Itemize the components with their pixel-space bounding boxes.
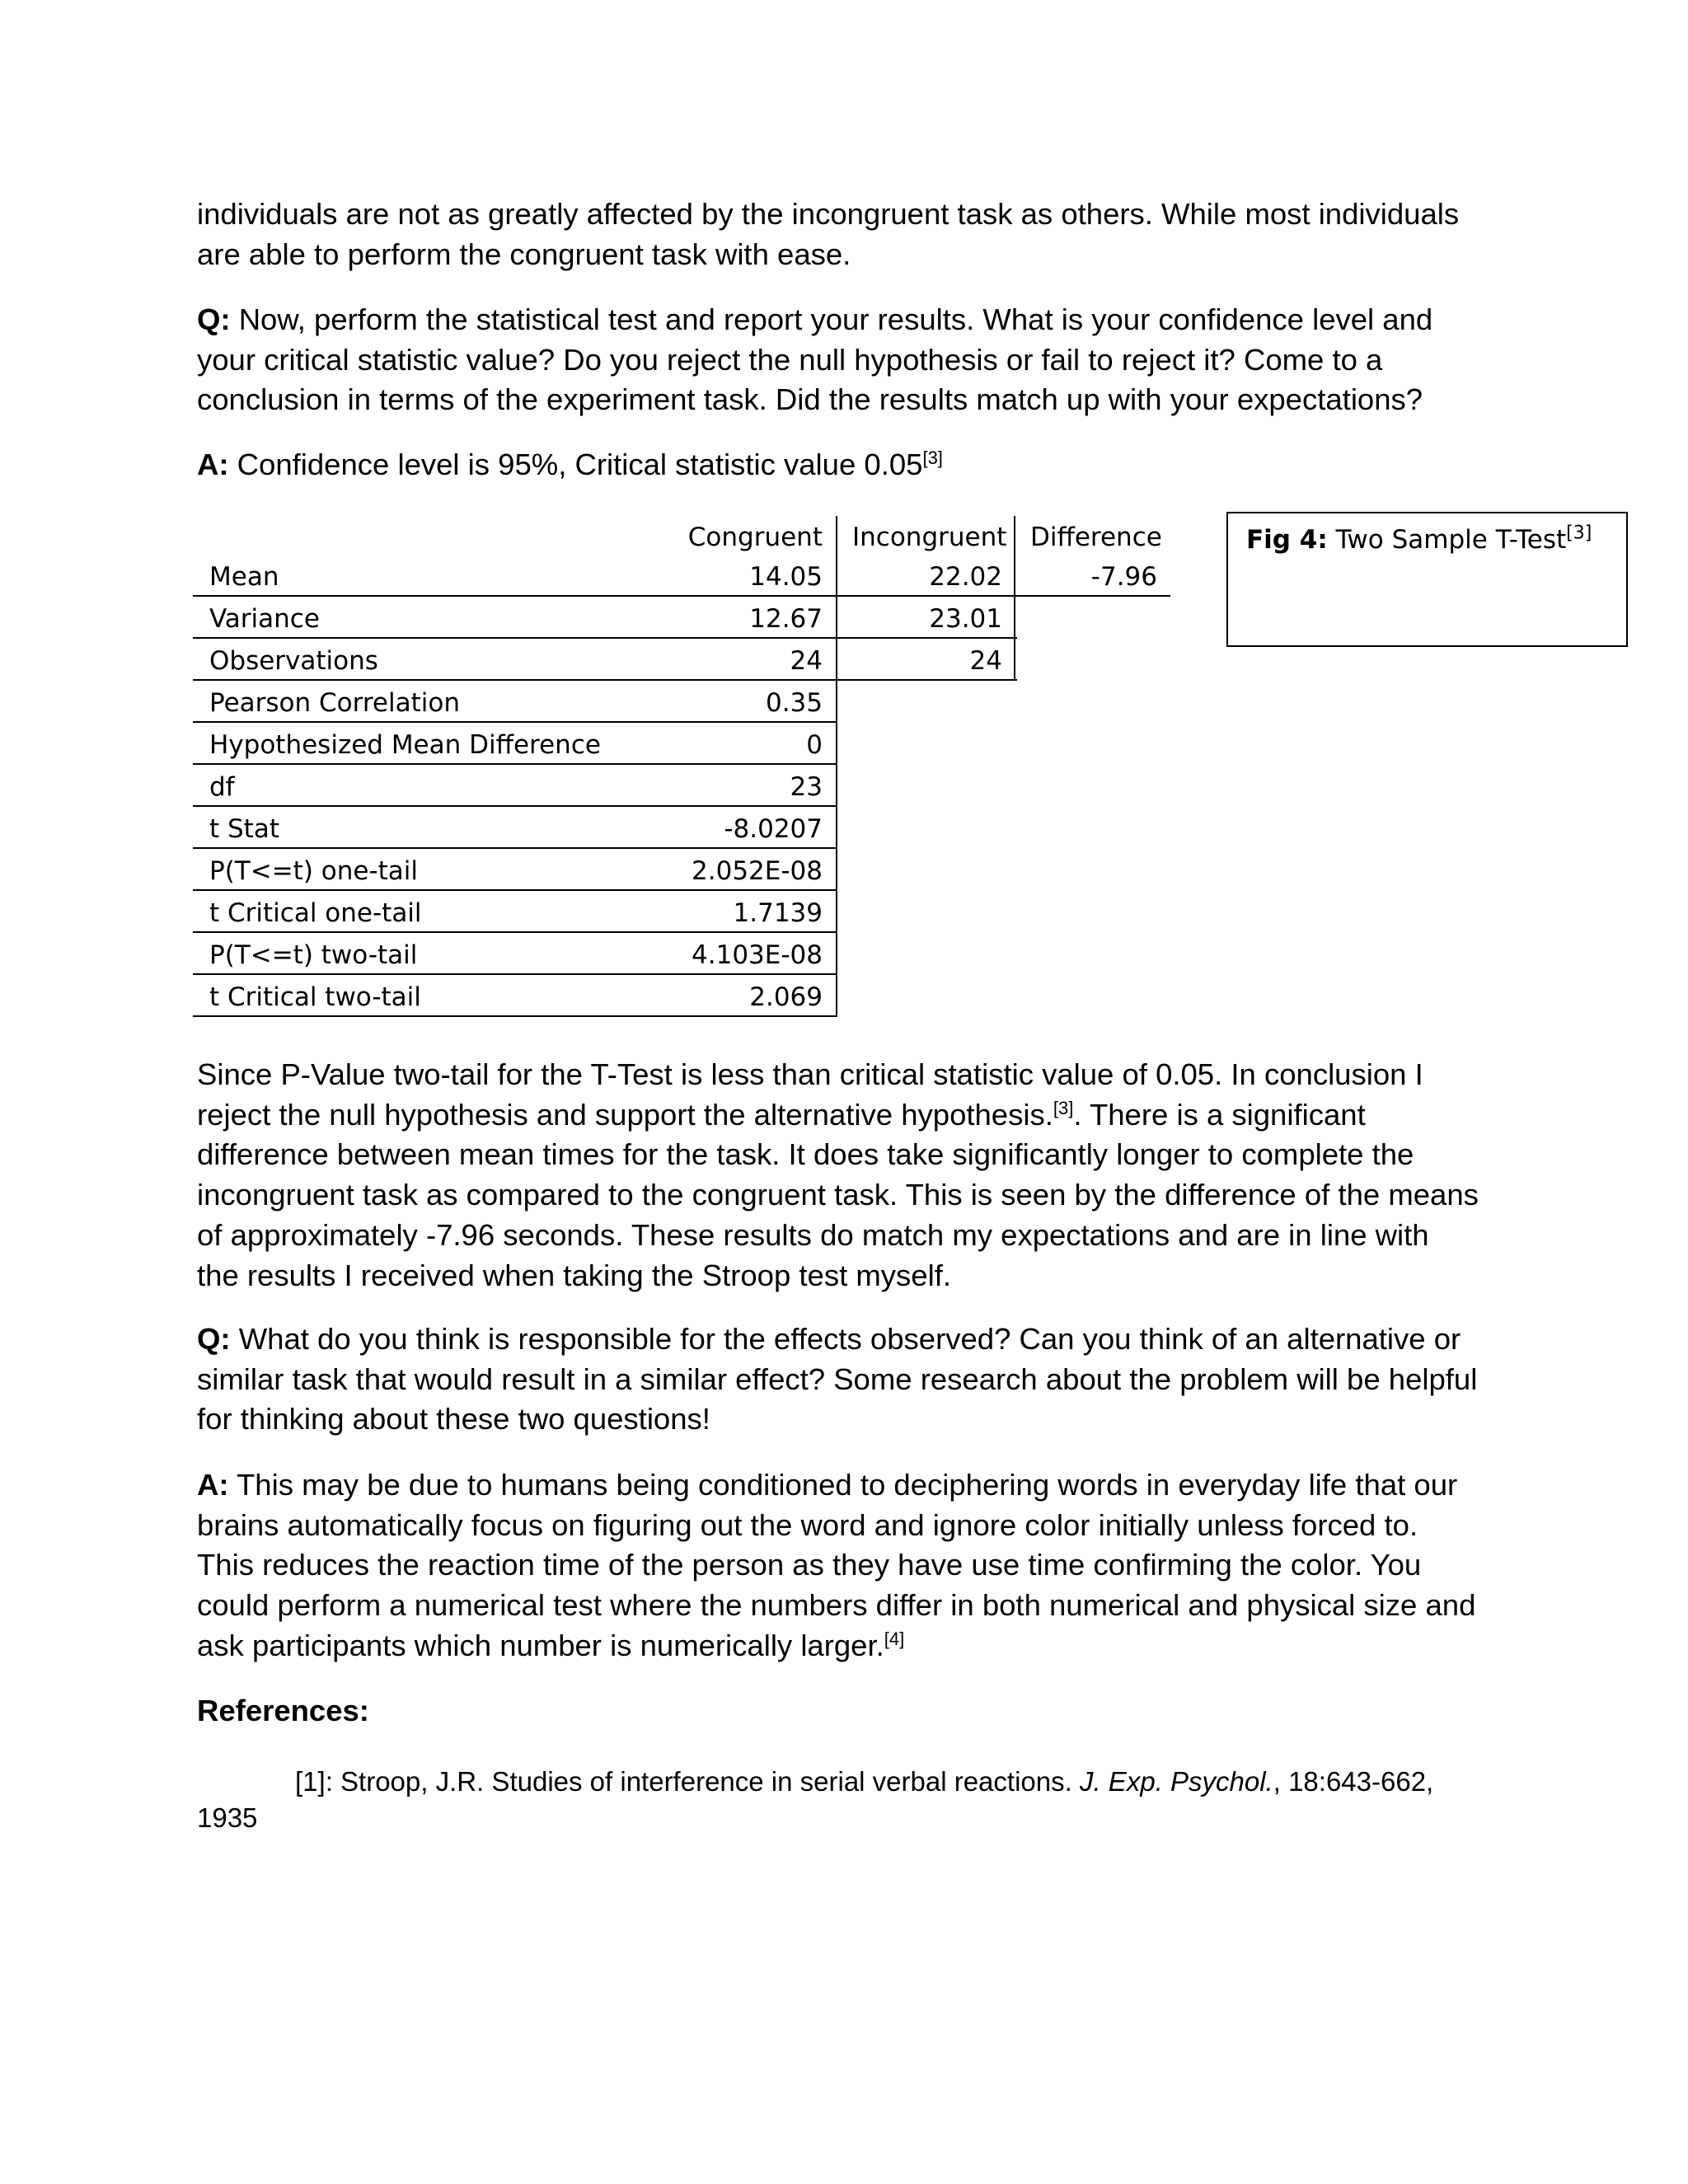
cell-congruent: 12.67 [749,604,823,634]
question-1 [197,300,1470,420]
reference-1-text: [1]: Stroop, J.R. Studies of interference in serial verbal reactions. [295,1766,1080,1797]
cell-incongruent: 23.01 [929,604,1002,634]
cell-incongruent: 22.02 [929,562,1002,592]
question-1-text: Now, perform the statistical test and report your results. What is your confidence level and your critical statistic value? Do you reject the null hypothesis or fail to reject it? Come to a conclusion in terms of the experiment task. Did the results match up with your expectations? [197,302,1433,417]
references-heading [197,1691,1516,1732]
table-rule [193,1015,837,1017]
reference-1-journal: J. Exp. Psychol. [1079,1766,1273,1797]
cell-congruent: 0 [806,730,823,760]
reference-1-year: 1935 [197,1802,258,1833]
figure-caption-text: Two Sample T-Test [1327,525,1567,555]
table-rule [193,679,1017,681]
row-label: Mean [209,562,279,592]
figure-caption [1246,523,1592,556]
question-1-prefix: Q: [197,302,231,336]
cell-congruent: 2.052E-08 [692,856,823,886]
row-label: P(T<=t) two-tail [209,940,418,970]
cell-congruent: 4.103E-08 [692,940,823,970]
row-label: Pearson Correlation [209,688,460,718]
cell-congruent: 0.35 [765,688,823,718]
conclusion-paragraph [197,1055,1479,1296]
question-2-text: What do you think is responsible for the effects observed? Can you think of an alternative or similar task that would result in a similar effect? Some research about the problem will be helpful for thinking about these two questions! [197,1322,1478,1436]
answer-2-citation: [4] [884,1628,905,1649]
figure-caption-box [1226,512,1628,647]
row-label: t Critical one-tail [209,898,422,928]
reference-1-line [295,1764,1433,1800]
answer-2-text: This may be due to humans being conditioned to deciphering words in everyday life that our brains automatically focus on figuring out the word and ignore color initially unless forced to. This reduces the reaction time of the person as they have use time confirming the color. You could perform a numerical test where the numbers differ in both numerical and physical size and ask participants which number is numerically larger. [197,1468,1476,1662]
intro-line-1: individuals are not as greatly affected by the incongruent task as others. While most individuals [197,197,1460,231]
figure-label: Fig 4: [1246,525,1328,555]
row-label: Observations [209,646,378,676]
answer-1-text: Confidence level is 95%, Critical statistic value 0.05 [228,448,923,481]
cell-congruent: 14.05 [749,562,823,592]
answer-2 [197,1465,1479,1666]
conclusion-text-1: Since P-Value two-tail for the T-Test is less than critical statistic value of 0.05. In conclusion I reject the null hypothesis and support the alternative hypothesis. [197,1057,1423,1132]
table-rule [193,763,837,765]
figure-citation: [3] [1566,523,1592,544]
cell-congruent: -8.0207 [724,814,823,844]
table-rule [193,889,837,891]
row-label: t Stat [209,814,279,844]
row-label: Variance [209,604,320,634]
table-rule [193,931,837,933]
intro-line-2: are able to perform the congruent task with ease. [197,237,851,271]
row-label: Hypothesized Mean Difference [209,730,601,760]
header-congruent: Congruent [687,523,823,552]
answer-1-prefix: A: [197,448,229,481]
row-label: df [209,772,235,802]
cell-congruent: 1.7139 [733,898,823,928]
answer-1-citation: [3] [922,447,943,468]
table-rule [193,721,837,723]
row-label: t Critical two-tail [209,982,421,1012]
answer-1 [197,445,1516,485]
table-rule [193,973,837,975]
table-rule [193,847,837,849]
intro-paragraph [197,194,1516,274]
conclusion-citation: [3] [1053,1097,1074,1118]
answer-2-prefix: A: [197,1468,229,1502]
cell-congruent: 23 [790,772,823,802]
question-2 [197,1319,1479,1440]
table-rule [193,637,1017,639]
conclusion-text-2: . There is a significant difference between mean times for the task. It does take significantly longer to complete the incongruent task as compared to the congruent task. This is seen by the difference of the means of approximately -7.96 seconds. These results do match my expectations and are in line with the results I received when taking the Stroop test myself. [197,1097,1479,1292]
cell-congruent: 2.069 [749,982,823,1012]
row-label: P(T<=t) one-tail [209,856,419,886]
table-rule [193,595,1170,597]
table-rule [1014,516,1015,681]
header-difference: Difference [1030,523,1162,552]
header-incongruent: Incongruent [852,523,1007,552]
cell-difference: -7.96 [1090,562,1157,592]
table-rule [193,805,837,807]
reference-1-suffix: , 18:643-662, [1273,1766,1434,1797]
cell-incongruent: 24 [969,646,1002,676]
question-2-prefix: Q: [197,1322,231,1356]
table-rule [836,516,837,1017]
references-heading-text: References: [197,1694,369,1727]
cell-congruent: 24 [790,646,823,676]
